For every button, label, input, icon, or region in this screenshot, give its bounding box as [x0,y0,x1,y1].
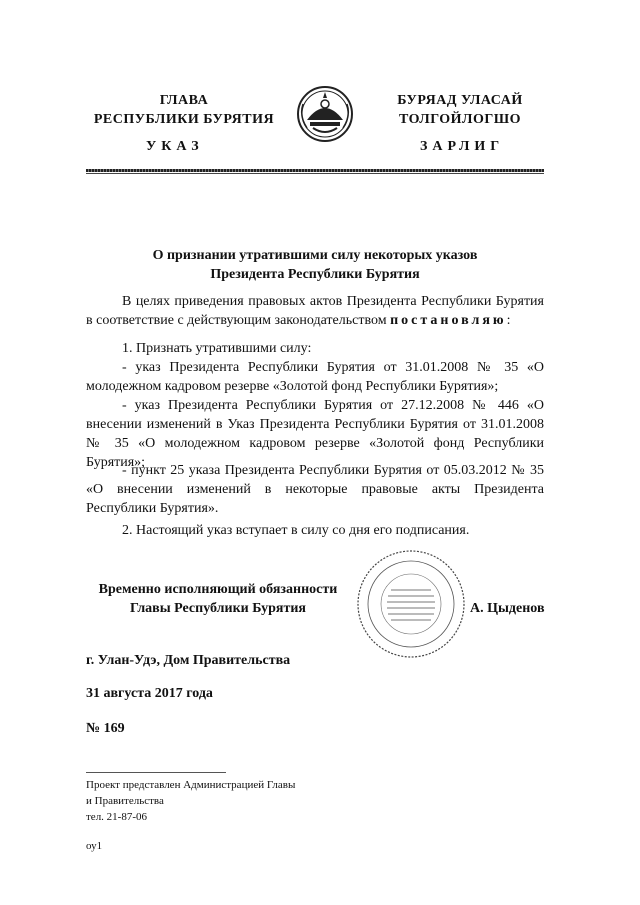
document-title [86,246,544,284]
date: 31 августа 2017 года [86,686,213,701]
preamble-end: : [506,313,511,328]
official-stamp-icon [355,548,467,660]
footer-line1: Проект представлен Администрацией Главы [86,779,296,791]
footer-code: оу1 [86,840,103,852]
decree-label-ru: УКАЗ [146,139,204,154]
header-right-line1: БУРЯАД УЛАСАЙ [397,93,523,108]
decree-number: № 169 [86,721,125,736]
title-line2: Президента Республики Бурятия [210,267,420,282]
header-left [86,91,282,129]
place: г. Улан-Удэ, Дом Правительства [86,653,291,668]
item1-b: - указ Президента Республики Бурятия от 27.12.2008 № 446 «О внесении изменений в Указ Президента Республики Бурятия от 31.01.2008 № 35 «О молодежном кадровом резерве «Золотой фонд Республики Бурятия»; [86,398,544,470]
decree-label-bua: ЗАРЛИГ [420,139,505,154]
header-divider-thin [86,173,544,174]
position-line2: Главы Республики Бурятия [129,601,306,616]
signatory-name: А. Цыденов [470,601,545,616]
item1-heading: 1. Признать утратившими силу: [122,341,312,356]
title-line1: О признании утратившими силу некоторых указов [152,248,478,263]
signatory-position [86,580,350,618]
header-left-line2: РЕСПУБЛИКИ БУРЯТИЯ [93,112,275,127]
preamble-text: В целях приведения правовых актов Президента Республики Бурятия в соответствие с действующим законодательством [86,294,544,328]
header-left-line1: ГЛАВА [159,93,209,108]
header-right-line2: ТОЛГОЙЛОГШО [398,112,522,127]
footer-note [86,777,295,825]
footer-line2: и Правительства [86,795,164,807]
footer-divider [86,772,226,773]
header-divider [86,169,544,172]
preamble [86,292,544,330]
item2: 2. Настоящий указ вступает в силу со дня его подписания. [122,523,470,538]
coat-of-arms-icon [293,82,357,146]
preamble-verb: постановляю [390,313,507,328]
footer-phone: тел. 21-87-06 [86,811,148,823]
position-line1: Временно исполняющий обязанности [98,582,338,597]
item1-c: - пункт 25 указа Президента Республики Бурятия от 05.03.2012 № 35 «О внесении изменений в некоторые правовые акты Президента Республики Бурятия». [86,463,544,516]
header-right [370,91,550,129]
item1-a: - указ Президента Республики Бурятия от 31.01.2008 № 35 «О молодежном кадровом резерве «Золотой фонд Республики Бурятия»; [86,360,544,394]
